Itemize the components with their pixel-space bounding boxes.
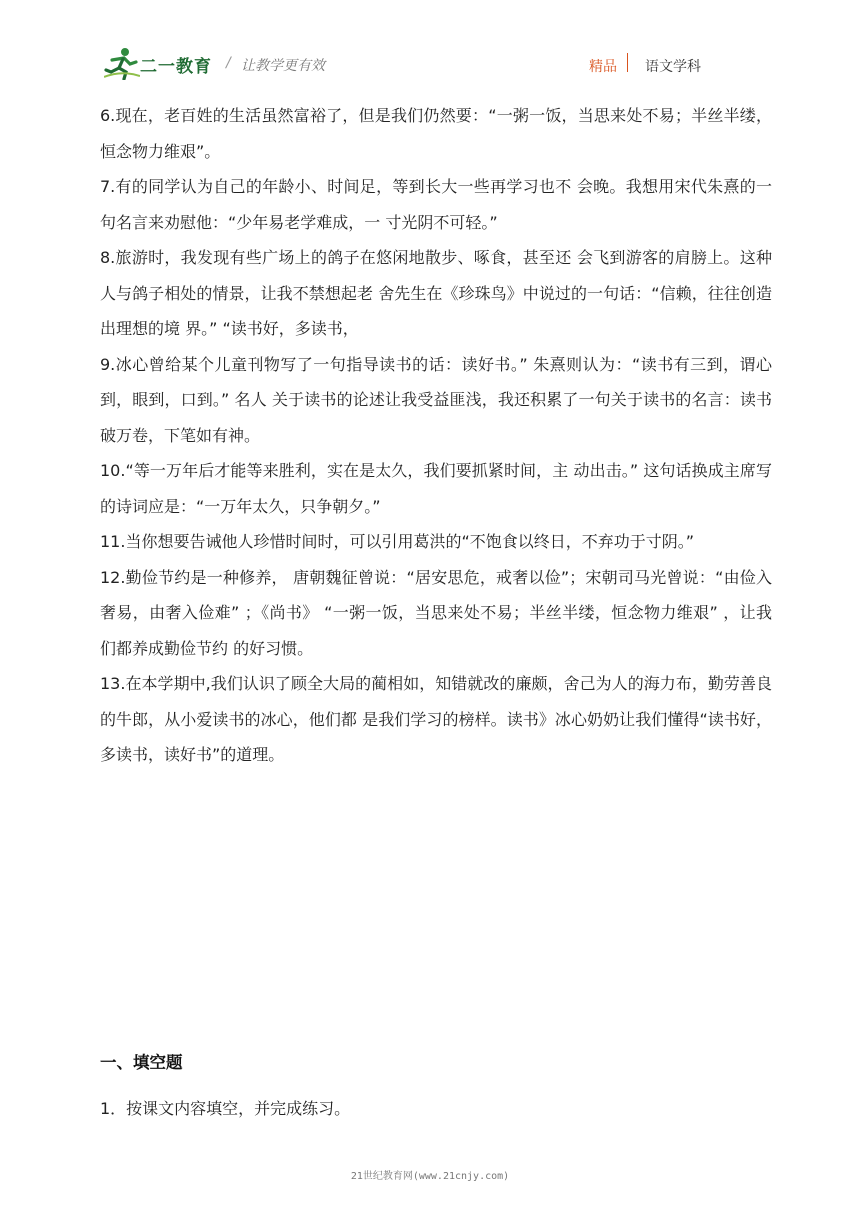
- answer-item-10: 10.“等一万年后才能等来胜利，实在是太久，我们要抓紧时间，主 动出击。” 这句话换成主席写的诗词应是：“一万年太久，只争朝夕。”: [100, 461, 772, 516]
- page-footer: 21世纪教育网(www.21cnjy.com): [350, 1171, 510, 1182]
- answer-item-11: 11.当你想要告诫他人珍惜时间时，可以引用葛洪的“不饱食以终日，不弃功于寸阴。”: [100, 532, 695, 551]
- slogan-separator: /: [226, 55, 231, 71]
- badge-divider: [627, 53, 628, 72]
- answer-item-13: 13.在本学期中,我们认识了顾全大局的蔺相如，知错就改的廉颇，舍己为人的海力布，勤劳善良的牛郎，从小爱读书的冰心，他们都 是我们学习的榜样。读书》冰心奶奶让我们懂得“读书好，多读书，读好书”的道理。: [100, 674, 772, 764]
- section-title: 一、填空题: [100, 1053, 183, 1072]
- subject-label: 语文学科: [645, 59, 701, 75]
- answer-item-6: 6.现在，老百姓的生活虽然富裕了，但是我们仍然要：“一粥一饭，当思来处不易；半丝半缕，恒念物力维艰”。: [100, 106, 772, 161]
- answer-item-12: 12.勤俭节约是一种修养， 唐朝魏征曾说：“居安思危，戒奢以俭”；宋朝司马光曾说：“由俭入奢易，由奢入俭难” ；《尚书》 “一粥一饭，当思来处不易；半丝半缕，恒念物力维艰” ，让我们都养成勤俭节约 的好习惯。: [100, 567, 772, 658]
- answer-item-9: 9.冰心曾给某个儿童刊物写了一句指导读书的话：读好书。” 朱熹则认为：“读书有三到，谓心到，眼到，口到。” 名人 关于读书的论述让我受益匪浅，我还积累了一句关于读书的名言：读书破万卷，下笔如有神。: [100, 354, 772, 445]
- slogan: 让教学更有效: [241, 58, 325, 74]
- logo-text: 二一教育: [140, 57, 212, 77]
- question-1: 1．按课文内容填空，并完成练习。: [100, 1099, 351, 1118]
- runner-logo-icon: [104, 46, 140, 80]
- logo: [104, 46, 244, 80]
- answer-item-8: 8.旅游时，我发现有些广场上的鸽子在悠闲地散步、啄食，甚至还 会飞到游客的肩膀上。这种人与鸽子相处的情景，让我不禁想起老 舍先生在《珍珠鸟》中说过的一句话：“信赖，往往创造出理想的境 界。” “读书好，多读书，: [100, 248, 772, 338]
- answer-item-7: 7.有的同学认为自己的年龄小、时间足，等到长大一些再学习也不 会晚。我想用宋代朱熹的一句名言来劝慰他：“少年易老学难成，一 寸光阴不可轻。”: [100, 177, 772, 232]
- answer-list: [100, 98, 772, 773]
- page-header: [0, 0, 860, 90]
- quality-badge: 精品: [589, 59, 617, 75]
